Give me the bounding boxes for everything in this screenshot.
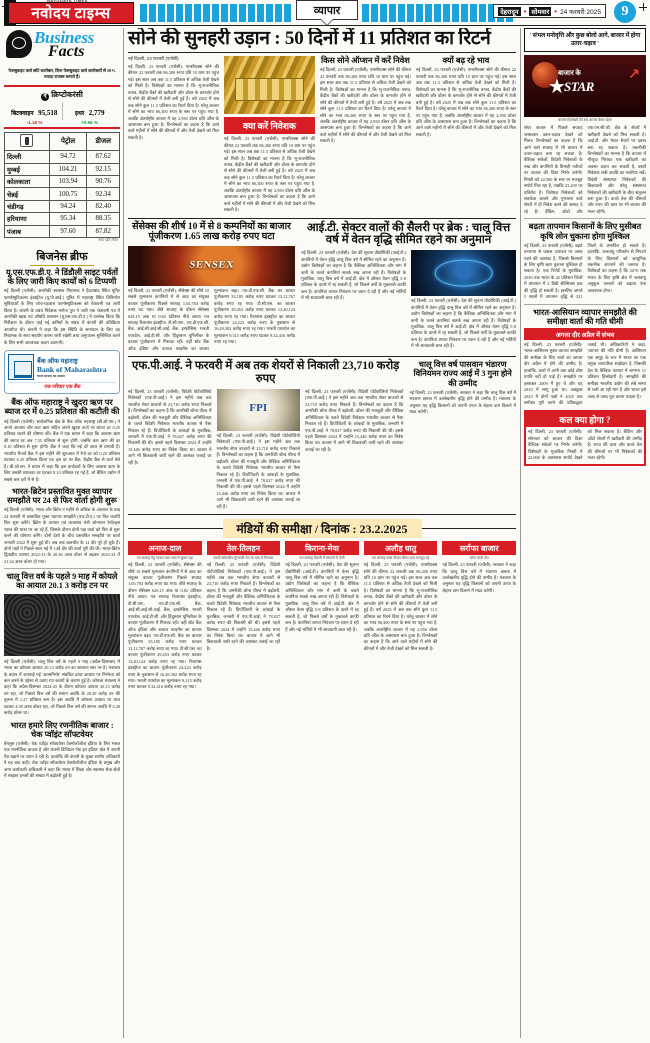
mandi-rule-right (422, 528, 517, 529)
storage-story (409, 360, 516, 510)
bank-name-en: Bank of Maharashtra (37, 365, 107, 375)
mandi-tab-dhatu[interactable]: अलौह धातु (364, 541, 438, 555)
crypto-change-row (4, 120, 120, 125)
mandi-col-anaj (128, 541, 202, 691)
tomorrow-heading: कल क्या होगा ? (526, 412, 644, 427)
fuel-petrol: 94.72 (49, 151, 87, 163)
fuel-petrol: 100.75 (49, 188, 87, 200)
coal-photo (4, 594, 120, 656)
star-caption: बाजार विशेषज्ञों की राय बाजार कैसा रहेगा (558, 118, 612, 123)
lead-col-4 (416, 56, 516, 213)
mandi-caption-sarrafa: सोना चांदी तेज (469, 556, 489, 561)
lead-story-grid (128, 56, 516, 213)
lead-body-3: नई दिल्ली, 23 फरवरी (एजेंसी): एमसीएक्स सोने की कीमत 22 फरवरी तक 86,300 रुपए प्रति 10 ग्राम पर पहुंच गई। इस साल अब तक 11.5 प्रतिशत से अधिक तेजी देखने को मिली है। विशेषज्ञों का मानना है कि भू-राजनीतिक तनाव, केंद्रीय बैंकों की खरीदारी और डॉलर के कमजोर होने से सोने की कीमतों में तेजी बनी हुई है। वर्ष 2025 में अब तक सोने कुल 11.5 प्रतिशत का रिटर्न दिया है। घरेलू बाजार में सोने का भाव 86,300 रुपए के स्तर पर पहुंच गया है, जबकि अंतर्राष्ट्रीय बाजार में यह 2,950 डॉलर प्रति औंस के आसपास बना हुआ है। विश्लेषकों का कहना है कि आने वाले महीनों में सोने की कीमतों में और तेजी देखने को मिल सकती है। (319, 67, 411, 144)
lead-byline: नई दिल्ली, 23 फरवरी (एजेंसी) (128, 56, 179, 62)
masthead-rule (4, 25, 646, 26)
business-facts-title-2: Facts (48, 43, 85, 60)
mandi-tab-tel[interactable]: तेल-तिलहन (207, 541, 281, 555)
lead-col-2 (224, 56, 315, 213)
it-tech-photo (411, 250, 516, 296)
storage-body: नई दिल्ली, 23 फरवरी (एजेंसी): सरकार ने कहा कि चालू वित्त वर्ष में भंडारण क्षमता में उल्लेखनीय वृद्धि होने की उम्मीद है। मंत्रालय के अनुसार यह वृद्धि किसानों को अपनी उपज के बेहतर दाम दिलाने में मदद करेगी। (409, 389, 516, 415)
divider-3 (128, 356, 516, 357)
fuel-diesel: 90.76 (87, 176, 120, 188)
divider (4, 568, 120, 569)
business-brief-header (4, 247, 120, 266)
bom-header (8, 354, 116, 380)
fuel-petrol: 103.94 (49, 176, 87, 188)
fpi-col-3 (305, 389, 403, 510)
crypto-values-row (4, 102, 120, 120)
checkpoint-headline: भारत हमारे लिए रणनीतिक बाजार : चेक प्वॉइंट सॉफ्टवेयर (10, 720, 114, 739)
edition-label: देहरादून (500, 8, 519, 16)
mandi-title-row (128, 519, 516, 538)
table-row (5, 176, 120, 188)
it-salary-story (301, 222, 516, 353)
table-row (5, 200, 120, 212)
bank-logo-icon (8, 354, 34, 380)
business-facts-header (4, 28, 120, 68)
storage-headline: चालू वित्त वर्ष पासवान भंडारण विनियमन राज्य आई में 3 गुना होने की उम्मीद (413, 360, 512, 388)
paper-logo[interactable] (8, 2, 134, 24)
paper-name: नवोदय टाइम्स (31, 6, 111, 22)
crypto-panel (4, 85, 120, 129)
table-row (5, 188, 120, 200)
it-salary-inner (301, 250, 516, 350)
star-quote-box: ' संभल मनोवृत्ति और कुछ बोलो आगे, बाजार में होगा उतार-चढ़ाव ' (524, 28, 646, 52)
page-number-badge: 9 (614, 1, 636, 23)
bom-body: नई दिल्ली (एजेंसी): सार्वजनिक क्षेत्र के बैंक ऑफ महाराष्ट्र (बी.ओ.एम.) ने अपने आवास और कार ऋण सहित अपने खुदरा कर्ज पर ब्याज दर 0.25 प्रतिशत घटाने की घोषणा की। बैंक ने एक बयान में कहा कि आवास ऋण की ब्याज दर अब 7.35 प्रतिशत से शुरू होगी, जबकि कार ऋण की दर 8.10 प्रतिशत से शुरू होगी। बैंक ने कहा कि नई दरें आज से प्रभावी हैं। भारतीय रिजर्व बैंक ने इस महीने की शुरुआत में रेपो दर को 0.25 प्रतिशत घटाकर 6.25 प्रतिशत किया था। इस दर पर बैंक, केंद्रीय बैंक से कर्ज लेते हैं। बी.ओ.एम. ने बयान में कहा कि इस कर्जदारों के लिए आवास ऋण के लिए उसकी ब्याजदर दर घटकर 8.10 प्रतिशत रह गई है, जो बैंकिंग उद्योग में सबसे कम दरों में से है। (4, 418, 120, 482)
fuel-petrol: 95.34 (49, 213, 87, 225)
fuel-petrol: 97.60 (49, 225, 87, 237)
fuel-price-table (4, 132, 120, 238)
fuel-city: कोलकाता (5, 176, 50, 188)
mandi-body-anaj: नई दिल्ली, 23 फरवरी (एजेंसी): सेंसेक्स की शीर्ष 10 सबसे मूल्यवान कंपनियों में से आठ का संयुक्त बाजार पूंजीकरण पिछले सप्ताह 1,65,784 करोड़ रुपए घट गया। बीते सप्ताह के दौरान सेंसेक्स 628.15 अंक या 0.82 प्रतिशत नीचे आया। गत सप्ताह रिलायंस इंडस्ट्रीज, टी.सी.एस., एच.डी.एफ.सी. बैंक, आई.सी.आई.सी.आई. बैंक, इन्फोसिस, भारती एयरटेल, आई.टी.सी. और हिंदुस्तान यूनिलीवर के बाजार पूंजीकरण में गिरावट रही। वहीं स्टेट बैंक ऑफ इंडिया और बजाज फाइनेंस का बाजार मूल्यांकन बढ़ा। एच.डी.एफ.सी. बैंक का बाजार पूंजीकरण 33,185 करोड़ रुपए घटकर 13,12,767 करोड़ रुपए रह गया। टी.सी.एस. का बाजार पूंजीकरण 29,453 करोड़ रुपए घटकर 13,40,124 करोड़ रुपए रह गया। रिलायंस इंडस्ट्रीज का बाजार पूंजीकरण 24,223 करोड़ रुपए के नुकसान से 16,49,382 करोड़ रुपए रह गया। भारती एयरटेल का मूल्यांकन 9,315 करोड़ रुपए घटकर 9,32,416 करोड़ रुपए रह गया। (128, 562, 202, 690)
fuel-diesel: 82.40 (87, 200, 120, 212)
lead-headline: सोने की सुनहरी उड़ान : 50 दिनों में 11 प्रतिशत का रिटर्न (128, 28, 491, 49)
crypto-change-ether: +0.66 % (81, 119, 98, 125)
fuel-diesel: 88.35 (87, 213, 120, 225)
left-column (4, 28, 124, 1038)
coal-headline: चालू वित्त वर्ष के पहले 9 माह में कोयले का आयात 20.1 3 करोड़ टन पर (6, 572, 118, 591)
business-facts-title-1: Business (34, 28, 94, 47)
mandi-tab-sarrafa[interactable]: सर्राफा बाजार (442, 541, 516, 555)
lead-col-3 (320, 56, 411, 213)
issue-date: 24 फरवरी 2025 (560, 8, 601, 16)
fuel-city: पंजाब (5, 225, 50, 237)
lead-rule (128, 52, 516, 53)
mandi-caption-tel: सरसों सोयाबीन मूंगफली तेल के भाव में गिरावट (213, 556, 274, 561)
fuel-unit-note: रुपए प्रति लीटर (98, 237, 118, 242)
mandi-body-kirana: नई दिल्ली, 23 फरवरी (एजेंसी): देश की सूचना प्रौद्योगिकी (आई.टी.) कंपनियों में वेतन वृद्धि चालू वित्त वर्ष में सीमित रहने का अनुमान है। उद्योग विशेषज्ञों का कहना है कि वैश्विक अनिश्चितता और मांग में कमी के चलते कंपनियां सतर्क रुख अपना रही हैं। विशेषज्ञों के मुताबिक, चालू वित्त वर्ष में आई.टी. क्षेत्र में औसत वेतन वृद्धि 5-8 प्रतिशत के दायरे में रह सकती है, जो पिछले वर्षों के मुकाबले काफी कम है। कंपनियां लागत नियंत्रण पर ध्यान दे रही हैं और नई भर्तियों में भी सावधानी बरत रही हैं। (285, 562, 359, 632)
sensex-photo (128, 246, 295, 286)
row-fpi (128, 360, 516, 510)
crypto-change-bitcoin: -1.18 % (26, 119, 43, 125)
divider-4 (128, 514, 516, 515)
fuel-pump-icon (20, 134, 33, 147)
asean-subhead: अगला दौर अप्रैल में संभव (524, 328, 646, 340)
fpi-body-1: नई दिल्ली, 23 फरवरी (एजेंसी): विदेशी पोर्टफोलियो निवेशकों (एफ.पी.आई.) ने इस महीने अब तक भारतीय शेयर बाजारों से 23,710 करोड़ रुपए निकाले हैं। विश्लेषकों का कहना है कि अमरीकी बॉन्ड यील्ड में बढ़ोतरी, डॉलर की मजबूती और वैश्विक अनिश्चितता के चलते विदेशी निवेशक भारतीय बाजार से पैसा निकाल रहे हैं। डिपॉजिटरी के आंकड़ों के मुताबिक, जनवरी में एफ.पी.आई. ने 78,027 करोड़ रुपए की निकासी की थी। इससे पहले दिसम्बर 2024 में उन्होंने 15,446 करोड़ रुपए का निवेश किया था। बाजार में आगे भी बिकवाली जारी रहने की आशंका जताई जा रही है। (128, 388, 212, 465)
it-salary-right (411, 250, 516, 350)
fuel-diesel: 87.62 (87, 151, 120, 163)
fuel-petrol: 94.24 (49, 200, 87, 212)
bank-name-tiny: भारत सरकार का उपक्रम (37, 374, 65, 379)
crypto-item-bitcoin (7, 102, 62, 120)
star-icon: ★ (548, 76, 566, 99)
crypto-name: बिटक्वाइन (11, 110, 34, 117)
mandi-col-tel (207, 541, 281, 691)
section-tab[interactable]: व्यापार (296, 0, 358, 20)
business-facts-subtitle: फेसबुकइट वाले छोटे कारोबार, बिना फेसबुकइट वाले कारोबारों से 50% ज्यादा राजस्व कमाते हैं। (8, 68, 116, 80)
mandi-caption-kirana: गत सप्ताह दिल्ली में मसालों में तेजी (299, 556, 345, 561)
masthead (0, 0, 650, 26)
business-brief-body: नई दिल्ली (एजेंसी): अमरीकी स्वास्थ्य नियामक ने हैदराबाद स्थित यूनिट फार्मास्युटिकल्स इंडस्ट्रीज (यू.पी.आई.) यूनिट में महाराष्ट्र स्थित विनिर्माण सुविधाओं के लिए जांच-पड़ताल फार्मास्युटिकल्स को चेतावनी पत्र जारी किया है। कंपनी के प्रबंध निदेशक मनोज पुरा ने जारी एक चेतावनी पत्र में अमरीकी खाद्य एवं औषधि प्रशासन (यू.एस.एफ.डी.ए.) ने उल्लेख किया कि निरीक्षण के दौरान पाई गई कमियों के संबंध में कंपनी की प्रतिक्रिया अपर्याप्त थी। कंपनी ने कहा कि इस स्थिति के समाधान के लिए वह नियामक के साथ सहयोग करना जारी रखेगी तथा अनुपालन सुनिश्चित करने के लिए सभी आवश्यक कदम उठाएगी। (4, 288, 120, 345)
edition-date-bar (493, 4, 606, 18)
tomorrow-box (524, 410, 646, 465)
masthead-bars-right (362, 4, 513, 22)
fuel-diesel: 92.34 (87, 188, 120, 200)
mandi-rule-left (128, 528, 223, 529)
fpi-inner (128, 389, 403, 510)
separator-dot-icon: • (523, 6, 527, 16)
brain-icon (6, 30, 32, 58)
fuel-diesel: 87.82 (87, 225, 120, 237)
bank-name-hi: बैंक ऑफ महाराष्ट्र (37, 358, 78, 366)
table-row (5, 213, 120, 225)
bank-names (37, 356, 107, 378)
sensex-body: नई दिल्ली, 23 फरवरी (एजेंसी): सेंसेक्स की शीर्ष 10 सबसे मूल्यवान कंपनियों में से आठ का संयुक्त बाजार पूंजीकरण पिछले सप्ताह 1,65,784 करोड़ रुपए घट गया। बीते सप्ताह के दौरान सेंसेक्स 628.15 अंक या 0.82 प्रतिशत नीचे आया। गत सप्ताह रिलायंस इंडस्ट्रीज, टी.सी.एस., एच.डी.एफ.सी. बैंक, आई.सी.आई.सी.आई. बैंक, इन्फोसिस, भारती एयरटेल, आई.टी.सी. और हिंदुस्तान यूनिलीवर के बाजार पूंजीकरण में गिरावट रही। वहीं स्टेट बैंक ऑफ इंडिया और बजाज फाइनेंस का बाजार मूल्यांकन बढ़ा। एच.डी.एफ.सी. बैंक का बाजार पूंजीकरण 33,185 करोड़ रुपए घटकर 13,12,767 करोड़ रुपए रह गया। टी.सी.एस. का बाजार पूंजीकरण 29,453 करोड़ रुपए घटकर 13,40,124 करोड़ रुपए रह गया। रिलायंस इंडस्ट्रीज का बाजार पूंजीकरण 24,223 करोड़ रुपए के नुकसान से 16,49,382 करोड़ रुपए रह गया। भारती एयरटेल का मूल्यांकन 9,315 करोड़ रुपए घटकर 9,32,416 करोड़ रुपए रह गया। (128, 287, 296, 351)
paper-name-latin: NAVODAYA TIMES (47, 0, 88, 3)
fpi-body-2: नई दिल्ली, 23 फरवरी (एजेंसी): विदेशी पोर्टफोलियो निवेशकों (एफ.पी.आई.) ने इस महीने अब तक भारतीय शेयर बाजारों से 23,710 करोड़ रुपए निकाले हैं। विश्लेषकों का कहना है कि अमरीकी बॉन्ड यील्ड में बढ़ोतरी, डॉलर की मजबूती और वैश्विक अनिश्चितता के चलते विदेशी निवेशक भारतीय बाजार से पैसा निकाल रहे हैं। डिपॉजिटरी के आंकड़ों के मुताबिक, जनवरी में एफ.पी.आई. ने 78,027 करोड़ रुपए की निकासी की थी। इससे पहले दिसम्बर 2024 में उन्होंने 15,446 करोड़ रुपए का निवेश किया था। बाजार में आगे भी बिकवाली जारी रहने की आशंका जताई जा रही है। (216, 432, 301, 509)
crypto-value-2: 2,779 (88, 108, 105, 117)
rupee-coin-icon: ₹ (41, 93, 49, 101)
coal-body: नई दिल्ली (एजेंसी): चालू वित्त वर्ष के पहले 9 माह (अप्रैल-दिसम्बर) में भारत का कोयला आयात 20.13 करोड़ टन का सालाना स्तर पर है। मंत्रालय के बयान में अपनाई गई 'आत्मनिर्भर' संबंधित ढांचा आयात पर निर्भरता को कम करने के उद्देश्य से उठाए गए कदमों के कारण हुई है। कोयला मंत्रालय ने कहा कि अप्रैल-दिसम्बर 2024-25 के दौरान कोयला आयात 20.13 करोड़ टन रहा, जो पिछले वित्त वर्ष की समान अवधि के 20.39 करोड़ टन की तुलना में 1.27 प्रतिशत कम है। इस अवधि में कोयला आयात पर व्यय घटकर 4.38 अरब डॉलर रहा, जो पिछले वित्त वर्ष की समान अवधि में 4.28 करोड़ डॉलर था। (4, 658, 120, 716)
mandi-title: मंडियों की समीक्षा / दिनांक : 23.2.2025 (223, 519, 422, 538)
lead-body-2: नई दिल्ली, 23 फरवरी (एजेंसी): एमसीएक्स सोने की कीमत 22 फरवरी तक 86,300 रुपए प्रति 10 ग्राम पर पहुंच गई। इस साल अब तक 11.5 प्रतिशत से अधिक तेजी देखने को मिली है। विशेषज्ञों का मानना है कि भू-राजनीतिक तनाव, केंद्रीय बैंकों की खरीदारी और डॉलर के कमजोर होने से सोने की कीमतों में तेजी बनी हुई है। वर्ष 2025 में अब तक सोने कुल 11.5 प्रतिशत का रिटर्न दिया है। घरेलू बाजार में सोने का भाव 86,300 रुपए के स्तर पर पहुंच गया है, जबकि अंतर्राष्ट्रीय बाजार में यह 2,950 डॉलर प्रति औंस के आसपास बना हुआ है। विश्लेषकों का कहना है कि आने वाले महीनों में सोने की कीमतों में और तेजी देखने को मिल सकती है। (223, 136, 315, 213)
business-brief-heading: बिजनेस ब्रीफ (30, 249, 93, 266)
farmer-headline: बढ़ता तापमान किसानों के लिए मुसीबत कृषि लोन चुकाना होगा मुश्किल (528, 222, 642, 241)
asean-body: नई दिल्ली, 23 फरवरी (एजेंसी): भारत-आसियान मुक्त व्यापार समझौते की समीक्षा के लिए वार्ता का अगला दौर अप्रैल में होने की उम्मीद है। हालांकि, वार्ता में अभी तक कोई ठोस प्रगति नहीं हो पाई है। समझौते पर हस्ताक्षर 2009 में हुए थे और यह 2010 में लागू हुआ था। अक्टूबर 2023 में दोनों पक्षों ने 2025 तक समीक्षा पूरी करने की प्रतिबद्धता जताई थी। अधिकारियों ने कहा, 'व्यापार की गति धीमी है। आसियान एक समूह के रूप में भारत का एक प्रमुख व्यापारिक साझेदार है, जिसकी देश के वैश्विक व्यापार में लगभग 11 प्रतिशत हिस्सेदारी है। समझौते की समीक्षा भारतीय उद्योग की लंबे समय से चली आ रही मांग है और भारत इसे जल्द से जल्द पूरा करना चाहता है।' (524, 342, 646, 405)
fpi-col-2 (217, 389, 301, 510)
business-brief-headline: यू.एस.एफ.डी.ए. ने डिंडौली साइट पर्वतों के लिए जारी किए कार्यों को 6 टिप्पणी (5, 267, 119, 287)
divider-r2 (524, 304, 646, 305)
fpi-photo-label: FPI (249, 402, 268, 415)
table-row (5, 151, 120, 163)
crypto-heading: ₹ क्रिप्टोकरंसी (4, 89, 120, 102)
fuel-city: चेन्नई (5, 188, 50, 200)
fuel-city: चंडीगढ़ (5, 200, 50, 212)
divider-r1 (524, 218, 646, 219)
lead-col-1 (128, 56, 219, 213)
tomorrow-body: नई दिल्ली, 23 फरवरी (एजेंसी): सोमवार को बाजार की दिशा वैश्विक संकेतों पर निर्भर करेगी। विशेषज्ञों के मुताबिक निफ्टी में 22,800 के आसपास सपोर्ट देखने को मिल सकता है। बैंकिंग और ऑटो शेयरों में खरीदारी की उम्मीद है। रुपए की चाल और कच्चे तेल की कीमतों पर भी निवेशकों की नजर रहेगी। (528, 429, 642, 461)
bazar-ke-star-banner (524, 55, 646, 117)
mandi-col-dhatu (364, 541, 438, 691)
it-salary-body-1: नई दिल्ली, 23 फरवरी (एजेंसी): देश की सूचना प्रौद्योगिकी (आई.टी.) कंपनियों में वेतन वृद्धि चालू वित्त वर्ष में सीमित रहने का अनुमान है। उद्योग विशेषज्ञों का कहना है कि वैश्विक अनिश्चितता और मांग में कमी के चलते कंपनियां सतर्क रुख अपना रही हैं। विशेषज्ञों के मुताबिक, चालू वित्त वर्ष में आई.टी. क्षेत्र में औसत वेतन वृद्धि 5-8 प्रतिशत के दायरे में रह सकती है, जो पिछले वर्षों के मुकाबले काफी कम है। कंपनियां लागत नियंत्रण पर ध्यान दे रही हैं और नई भर्तियों में भी सावधानी बरत रही हैं। (301, 250, 407, 301)
it-salary-body-2: नई दिल्ली, 23 फरवरी (एजेंसी): देश की सूचना प्रौद्योगिकी (आई.टी.) कंपनियों में वेतन वृद्धि चालू वित्त वर्ष में सीमित रहने का अनुमान है। उद्योग विशेषज्ञों का कहना है कि वैश्विक अनिश्चितता और मांग में कमी के चलते कंपनियां सतर्क रुख अपना रही हैं। विशेषज्ञों के मुताबिक, चालू वित्त वर्ष में आई.टी. क्षेत्र में औसत वेतन वृद्धि 5-8 प्रतिशत के दायरे में रह सकती है, जो पिछले वर्षों के मुकाबले काफी कम है। कंपनियां लागत नियंत्रण पर ध्यान दे रही हैं और नई भर्तियों में भी सावधानी बरत रही हैं। (411, 298, 516, 349)
table-row (5, 163, 120, 175)
farmer-body: नई दिल्ली, 23 फरवरी (एजेंसी): बढ़ते तापमान से फसल उत्पादन पर असर पड़ने की आशंका है, जिससे किसानों के लिए कृषि ऋण चुकाना मुश्किल हो सकता है। एक रिपोर्ट के मुताबिक, 2030 तक भारत के 42 प्रतिशत जिलों में तापमान में 2 डिग्री सेल्सियस तक की वृद्धि हो सकती है। इसलिए अगले 5 सालों में तापमान वृद्धि से 321 जिलों के प्रभावित हो सकते हैं। हालांकि, जलवायु परिवर्तन से निपटने के लिए किसानों को आधुनिक तकनीक अपनाने की जरूरत है। विशेषज्ञों का कहना है कि 2070 तक भारत के लिए कृषि क्षेत्र में जलवायु अनुकूल फसलों को बढ़ावा देना आवश्यक होगा। (524, 242, 646, 300)
fuel-col-petrol: पेट्रोल (49, 132, 87, 150)
fpi-headline: एफ.पी.आई. ने फरवरी में अब तक शेयरों से निकाली 23,710 करोड़ रुपए (131, 360, 400, 386)
divider-2 (128, 218, 516, 219)
star-body: शेयर बाजार में पिछले सप्ताह जबरदस्त उतार-चढ़ाव देखने को मिला। विश्लेषकों का कहना है कि आने वाले सप्ताह में भी बाजार में उतार-चढ़ाव बना रह सकता है। वैश्विक संकेतों, विदेशी निवेशकों के रुख और कंपनियों के तिमाही नतीजों पर बाजार की दिशा निर्भर करेगी। निफ्टी को 22,500 के स्तर पर मजबूत सपोर्ट मिल रहा है, जबकि 23,200 पर प्रतिरोध है। विशेषज्ञ निवेशकों को सतर्कता बरतने और गुणवत्ता वाले शेयरों में ही निवेश करने की सलाह दे रहे हैं। बैंकिंग, ऑटो और एफ.एम.सी.जी. क्षेत्र के शेयरों में खरीदारी देखने को मिल सकती है। आई.टी. और मेटल शेयरों पर दबाव बना रह सकता है। तकनीकी विश्लेषकों का मानना है कि बाजार में मौजूदा गिरावट एक खरीदारी का अवसर प्रदान कर सकती है, बशर्ते निवेशक लंबी अवधि का नजरिया रखें। विदेशी संस्थागत निवेशकों की बिकवाली और घरेलू संस्थागत निवेशकों की खरीदारी के बीच संतुलन बना हुआ है। कच्चे तेल की कीमतों और रुपए की चाल पर भी बाजार की नजर रहेगी। (524, 125, 646, 214)
fuel-pump-icon-cell (5, 132, 50, 150)
fpi-col-1 (128, 389, 212, 510)
crop-mark-right (639, 3, 647, 11)
weekday-label: सोमवार (531, 8, 550, 16)
checkpoint-body: बेंगलुरु (एजेंसी): चेक प्वॉइंट सॉफ्टवेयर टेक्नोलॉजीज इंडिया के लिए भारत एक रणनीतिक बाजार है और कंपनी डिजिटल 'मेड इन इंडिया' क्षेत्र में अपनी पैठ बढ़ाने पर ध्यान दे रही है। हालांकि की कंपनी के मुख्य स्तरीय अधिकारी ने यह बात कही। चेक प्वॉइंट सॉफ्टवेयर टेक्नोलॉजीज इंडिया के प्रमुख और अन्य कार्यकारी अधिकारी ने कहा कि भारत में शिक्षा और स्वास्थ्य सेवा क्षेत्रों में साइबर हमलों की संख्या में बढ़ोतरी हुई है। (4, 740, 120, 779)
bank-of-maharashtra-ad[interactable] (4, 350, 120, 394)
fuel-table-header-row (5, 132, 120, 150)
it-salary-headline: आई.टी. सेक्टर वालों की सैलरी पर ब्रेक : चालू वित्त वर्ष में वेतन वृद्धि सीमित रहने का अनुमान (306, 221, 511, 247)
page-grid (4, 28, 646, 1038)
sensex-story (128, 222, 295, 353)
gold-bars-photo (224, 56, 315, 114)
star-brand-big: STAR (564, 79, 594, 95)
fuel-city: दिल्ली (5, 151, 50, 163)
sensex-photo-label: SENSEX (188, 259, 235, 271)
fuel-diesel: 92.15 (87, 163, 120, 175)
mandi-body-dhatu: नई दिल्ली, 23 फरवरी (एजेंसी): एमसीएक्स सोने की कीमत 22 फरवरी तक 86,300 रुपए प्रति 10 ग्राम पर पहुंच गई। इस साल अब तक 11.5 प्रतिशत से अधिक तेजी देखने को मिली है। विशेषज्ञों का मानना है कि भू-राजनीतिक तनाव, केंद्रीय बैंकों की खरीदारी और डॉलर के कमजोर होने से सोने की कीमतों में तेजी बनी हुई है। वर्ष 2025 में अब तक सोने कुल 11.5 प्रतिशत का रिटर्न दिया है। घरेलू बाजार में सोने का भाव 86,300 रुपए के स्तर पर पहुंच गया है, जबकि अंतर्राष्ट्रीय बाजार में यह 2,950 डॉलर प्रति औंस के आसपास बना हुआ है। विश्लेषकों का कहना है कि आने वाले महीनों में सोने की कीमतों में और तेजी देखने को मिल सकती है। (363, 562, 438, 651)
lead-sub1-heading: क्या करें निवेशक (224, 117, 315, 134)
fpi-story (128, 360, 403, 510)
uk-fta-body: नई दिल्ली (एजेंसी): भारत और ब्रिटेन 8 महीने से अधिक के अंतराल के बाद 24 फरवरी से प्रस्तावित मुक्त व्यापार समझौते (एफ.टी.ए.) पर फिर वार्तायें फिर शुरू करेंगे। ब्रिटेन के व्यापार एवं व्यवसाय मंत्री जोनाथन रेनॉल्ड्स भारत की यात्रा पर आ रहे हैं, जिसके दौरान दोनों पक्ष वार्ता को फिर से शुरू करने की घोषणा करेंगे। दोनों देशों के बीच प्रस्तावित समझौते पर वार्ता जनवरी 2022 में शुरू हुई थी। अब तक बातचीत के 14 दौर पूरे हो चुके हैं। दोनों पक्षों ने पिछले साल मई में 14वें दौर की वार्ता पूरी की थी। भारत-ब्रिटेन द्विपक्षीय व्यापार 2022-23 के 20.36 अरब डॉलर से बढ़कर 2023-24 में 21.34 अरब डॉलर हो गया। (4, 507, 120, 564)
fuel-col-diesel: डीजल (87, 132, 120, 150)
fuel-petrol: 104.21 (49, 163, 87, 175)
asean-headline: भारत-आसियान व्यापार समझौते की समीक्षा वार्ता की गति धीमी (533, 307, 637, 326)
bank-tagline: एक परिवार एक बैंक (8, 382, 116, 390)
sensex-headline: सेंसेक्स की शीर्ष 10 में से 8 कम्पनियों का बाजार पूंजीकरण 1.65 लाख करोड़ रुपए घटा (132, 221, 291, 243)
masthead-bars-left (140, 4, 291, 22)
mandi-body-sarrafa: नई दिल्ली, 23 फरवरी (एजेंसी): सरकार ने कहा कि चालू वित्त वर्ष में भंडारण क्षमता में उल्लेखनीय वृद्धि होने की उम्मीद है। मंत्रालय के अनुसार यह वृद्धि किसानों को अपनी उपज के बेहतर दाम दिलाने में मदद करेगी। (442, 562, 516, 593)
mandi-tab-anaj[interactable]: अनाज-दाल (128, 541, 202, 555)
mandi-body-tel: नई दिल्ली, 23 फरवरी (एजेंसी): विदेशी पोर्टफोलियो निवेशकों (एफ.पी.आई.) ने इस महीने अब तक भारतीय शेयर बाजारों से 23,710 करोड़ रुपए निकाले हैं। विश्लेषकों का कहना है कि अमरीकी बॉन्ड यील्ड में बढ़ोतरी, डॉलर की मजबूती और वैश्विक अनिश्चितता के चलते विदेशी निवेशक भारतीय बाजार से पैसा निकाल रहे हैं। डिपॉजिटरी के आंकड़ों के मुताबिक, जनवरी में एफ.पी.आई. ने 78,027 करोड़ रुपए की निकासी की थी। इससे पहले दिसम्बर 2024 में उन्होंने 15,446 करोड़ रुपए का निवेश किया था। बाजार में आगे भी बिकवाली जारी रहने की आशंका जताई जा रही है। (206, 562, 281, 651)
mandi-caption-anaj: गत सप्ताह गेहूं चावल दाल भाव में सुधार रहा (136, 556, 193, 561)
fuel-city: हरियाणा (5, 213, 50, 225)
lead-body-4: नई दिल्ली, 23 फरवरी (एजेंसी): एमसीएक्स सोने की कीमत 22 फरवरी तक 86,300 रुपए प्रति 10 ग्राम पर पहुंच गई। इस साल अब तक 11.5 प्रतिशत से अधिक तेजी देखने को मिली है। विशेषज्ञों का मानना है कि भू-राजनीतिक तनाव, केंद्रीय बैंकों की खरीदारी और डॉलर के कमजोर होने से सोने की कीमतों में तेजी बनी हुई है। वर्ष 2025 में अब तक सोने कुल 11.5 प्रतिशत का रिटर्न दिया है। घरेलू बाजार में सोने का भाव 86,300 रुपए के स्तर पर पहुंच गया है, जबकि अंतर्राष्ट्रीय बाजार में यह 2,950 डॉलर प्रति औंस के आसपास बना हुआ है। विश्लेषकों का कहना है कि आने वाले महीनों में सोने की कीमतों में और तेजी देखने को मिल सकती है। (415, 67, 516, 137)
fpi-body-3: नई दिल्ली, 23 फरवरी (एजेंसी): विदेशी पोर्टफोलियो निवेशकों (एफ.पी.आई.) ने इस महीने अब तक भारतीय शेयर बाजारों से 23,710 करोड़ रुपए निकाले हैं। विश्लेषकों का कहना है कि अमरीकी बॉन्ड यील्ड में बढ़ोतरी, डॉलर की मजबूती और वैश्विक अनिश्चितता के चलते विदेशी निवेशक भारतीय बाजार से पैसा निकाल रहे हैं। डिपॉजिटरी के आंकड़ों के मुताबिक, जनवरी में एफ.पी.आई. ने 78,027 करोड़ रुपए की निकासी की थी। इससे पहले दिसम्बर 2024 में उन्होंने 15,446 करोड़ रुपए का निवेश किया था। बाजार में आगे भी बिकवाली जारी रहने की आशंका जताई जा रही है। (305, 388, 404, 452)
uk-fta-headline: भारत-ब्रिटेन प्रस्तावित मुक्त व्यापार समझौते पर 24 से फिर वार्ता होगी शुरू (7, 486, 117, 506)
right-column (520, 28, 646, 1038)
fuel-city: मुम्बई (5, 163, 50, 175)
mandi-tab-kirana[interactable]: किराना-मेवा (285, 541, 359, 555)
star-brand-small: बाजार के (558, 69, 581, 78)
up-arrow-icon: ↗ (628, 65, 640, 82)
mandi-col-kirana (285, 541, 359, 691)
fpi-photo (217, 389, 301, 431)
crypto-item-ether (62, 102, 118, 120)
middle-column (124, 28, 520, 1038)
row-sensex-it (128, 222, 516, 353)
lead-sub3-heading: क्यों बढ़ रहे भाव (442, 56, 490, 66)
mandi-col-sarrafa (442, 541, 516, 691)
crypto-value: 95,518 (38, 108, 58, 117)
lead-body-1: नई दिल्ली, 23 फरवरी (एजेंसी): एमसीएक्स सोने की कीमत 22 फरवरी तक 86,300 रुपए प्रति 10 ग्राम पर पहुंच गई। इस साल अब तक 11.5 प्रतिशत से अधिक तेजी देखने को मिली है। विशेषज्ञों का मानना है कि भू-राजनीतिक तनाव, केंद्रीय बैंकों की खरीदारी और डॉलर के कमजोर होने से सोने की कीमतों में तेजी बनी हुई है। वर्ष 2025 में अब तक सोने कुल 11.5 प्रतिशत का रिटर्न दिया है। घरेलू बाजार में सोने का भाव 86,300 रुपए के स्तर पर पहुंच गया है, जबकि अंतर्राष्ट्रीय बाजार में यह 2,950 डॉलर प्रति औंस के आसपास बना हुआ है। विश्लेषकों का कहना है कि आने वाले महीनों में सोने की कीमतों में और तेजी देखने को मिल सकती है। (128, 64, 219, 140)
bom-headline: बैंक ऑफ महाराष्ट्र ने खुदरा ऋण पर ब्याज दर में 0.25 प्रतिशत की कटौती की (4, 398, 120, 417)
mandi-columns (128, 541, 516, 691)
separator-dot-icon-2: • (554, 6, 558, 16)
crypto-name-2: इथर (75, 110, 85, 117)
table-row (5, 225, 120, 237)
lead-sub2-heading: किस सोने ऑप्शन में करें निवेश (320, 56, 410, 66)
mandi-caption-dhatu: गत सप्ताह तांबा पीतल सीसा भाव मजबूत रहे (371, 556, 430, 561)
